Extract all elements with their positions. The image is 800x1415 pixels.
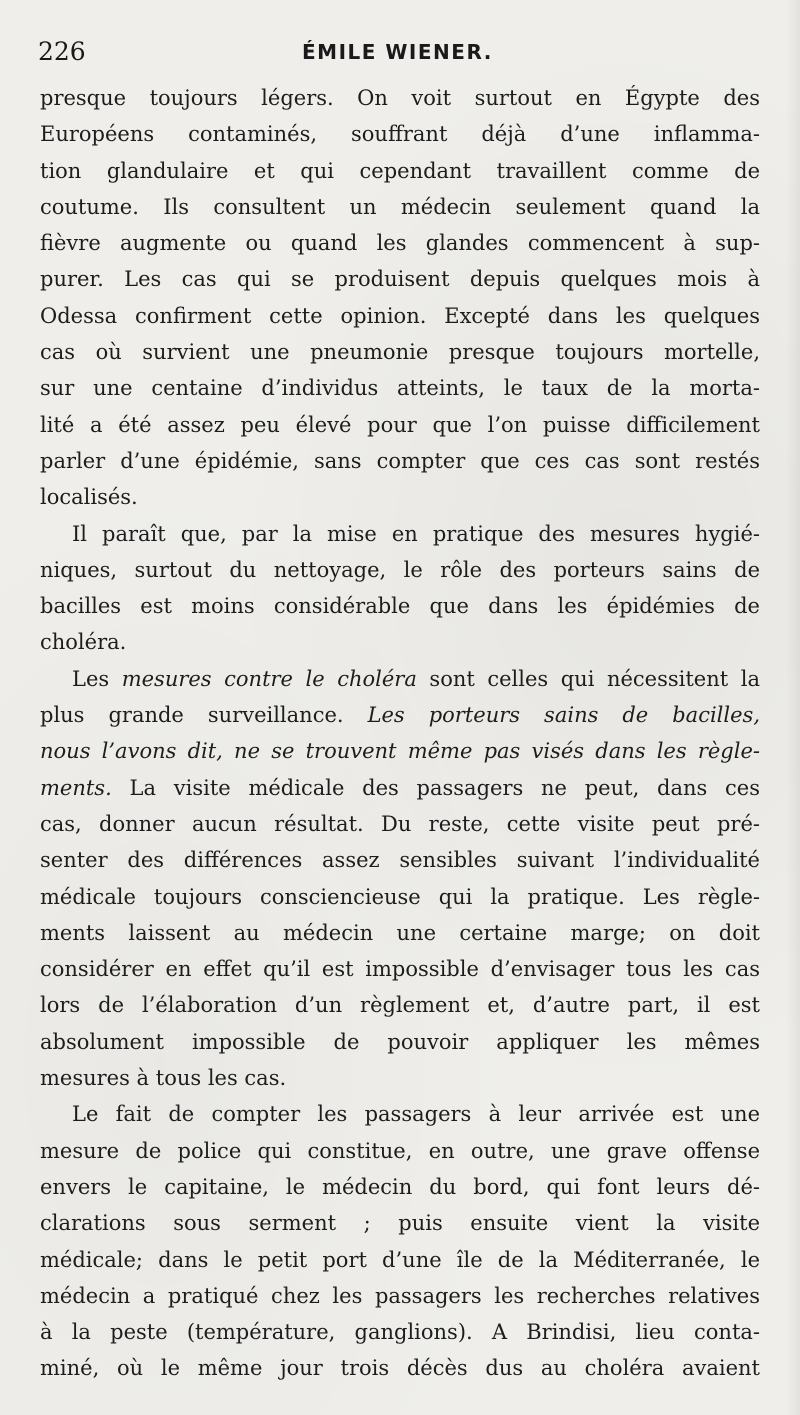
text-line (40, 261, 760, 297)
text-run: médicale; dans le petit port d’une île de la Méditerranée, le (40, 1247, 760, 1272)
text-run: Il paraît que, par la mise en pratique des mesures hygié- (72, 521, 760, 546)
text-line (40, 1205, 760, 1241)
text-run: lité a été assez peu élevé pour que l’on puisse difficilement (40, 412, 760, 437)
text-run: cas où survient une pneumonie presque toujours mortelle, (40, 340, 760, 365)
text-run: miné, où le même jour trois décès dus au choléra avaient (40, 1356, 760, 1381)
text-line (40, 189, 760, 225)
text-run: purer. Les cas qui se produisent depuis quelques mois à (40, 267, 760, 292)
text-line (40, 697, 760, 733)
text-line (40, 407, 760, 443)
text-line (40, 842, 760, 878)
text-run: fièvre augmente ou quand les glandes commencent à sup- (40, 231, 760, 256)
text-line (40, 1350, 760, 1386)
text-line (40, 225, 760, 261)
italic-text: ments. (40, 775, 112, 800)
body-text (40, 80, 760, 1387)
text-line (40, 915, 760, 951)
running-head: ÉMILE WIENER. (302, 40, 493, 64)
text-line (40, 770, 760, 806)
text-run: lors de l’élaboration d’un règlement et, d’autre part, il est (40, 993, 760, 1018)
text-run: médecin a pratiqué chez les passagers les recherches relatives (40, 1283, 760, 1308)
text-line (40, 1278, 760, 1314)
text-line (40, 443, 760, 479)
text-line (40, 479, 760, 515)
text-run: ments laissent au médecin une certaine marge; on doit (40, 920, 760, 945)
text-run: choléra. (40, 630, 127, 655)
text-line (40, 661, 760, 697)
text-line (40, 552, 760, 588)
text-line (40, 116, 760, 152)
text-run: bacilles est moins considérable que dans les épidémies de (40, 594, 760, 619)
text-run: Les (72, 666, 122, 691)
text-run: envers le capitaine, le médecin du bord, qui font leurs dé- (40, 1174, 760, 1199)
text-line (40, 588, 760, 624)
text-run: sont celles qui nécessitent la (416, 666, 760, 691)
page-header (0, 34, 800, 70)
text-run: à la peste (température, ganglions). A Brindisi, lieu conta- (40, 1320, 760, 1345)
text-line (40, 733, 760, 769)
text-line (40, 806, 760, 842)
text-run: considérer en effet qu’il est impossible d’envisager tous les cas (40, 957, 760, 982)
text-line (40, 153, 760, 189)
text-run: parler d’une épidémie, sans compter que ces cas sont restés (40, 448, 760, 473)
text-line (40, 1133, 760, 1169)
text-line (40, 80, 760, 116)
text-line (40, 879, 760, 915)
text-run: La visite médicale des passagers ne peut, dans ces (111, 775, 760, 800)
text-line (40, 298, 760, 334)
italic-text: mesures contre le choléra (121, 666, 417, 691)
text-line (40, 1096, 760, 1132)
text-line (40, 1060, 760, 1096)
page-edge-shadow (786, 0, 800, 1415)
text-run: Odessa confirment cette opinion. Excepté dans les quelques (40, 303, 760, 328)
text-run: Le fait de compter les passagers à leur arrivée est une (72, 1102, 760, 1127)
text-run: coutume. Ils consultent un médecin seulement quand la (40, 194, 760, 219)
text-run: niques, surtout du nettoyage, le rôle des porteurs sains de (40, 557, 760, 582)
text-line (40, 987, 760, 1023)
text-run: plus grande surveillance. (40, 703, 368, 728)
text-run: clarations sous serment ; puis ensuite vient la visite (40, 1211, 760, 1236)
text-run: senter des différences assez sensibles suivant l’individualité (40, 848, 760, 873)
text-line (40, 516, 760, 552)
text-run: sur une centaine d’individus atteints, le taux de la morta- (40, 376, 760, 401)
text-run: presque toujours légers. On voit surtout en Égypte des (40, 86, 760, 110)
text-run: mesures à tous les cas. (40, 1066, 287, 1091)
text-line (40, 334, 760, 370)
italic-text: nous l’avons dit, ne se trouvent même pas visés dans les règle- (40, 739, 760, 764)
text-line (40, 1314, 760, 1350)
text-run: tion glandulaire et qui cependant travaillent comme de (40, 158, 760, 183)
text-line (40, 1024, 760, 1060)
text-run: médicale toujours consciencieuse qui la pratique. Les règle- (40, 884, 760, 909)
text-line (40, 370, 760, 406)
text-run: localisés. (40, 485, 138, 510)
text-run: Européens contaminés, souffrant déjà d’une inflamma- (40, 122, 760, 147)
text-line (40, 951, 760, 987)
italic-text: Les porteurs sains de bacilles, (367, 703, 760, 728)
text-line (40, 1169, 760, 1205)
text-run: cas, donner aucun résultat. Du reste, cette visite peut pré- (40, 811, 760, 836)
text-run: mesure de police qui constitue, en outre, une grave offense (40, 1138, 760, 1163)
text-run: absolument impossible de pouvoir appliquer les mêmes (40, 1029, 760, 1054)
text-line (40, 1242, 760, 1278)
page-number: 226 (38, 37, 86, 66)
text-line (40, 624, 760, 660)
